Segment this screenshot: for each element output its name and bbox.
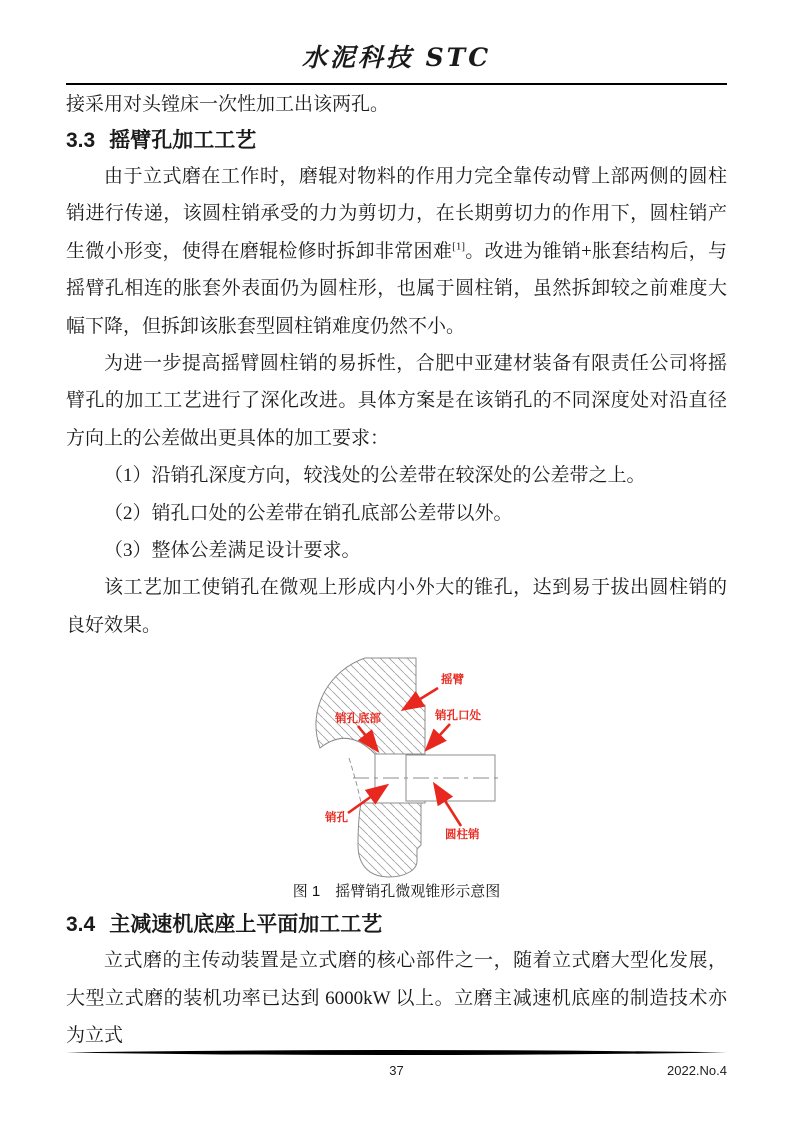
bore-silhouette-line <box>349 758 361 803</box>
footer-numbers <box>66 1063 727 1083</box>
label-hole-mouth: 销孔口处 <box>435 710 481 723</box>
page-footer <box>66 1043 727 1083</box>
technical-drawing <box>278 646 518 880</box>
intro-line: 接采用对头镗床一次性加工出该两孔。 <box>66 94 390 115</box>
paragraph: 为进一步提高摇臂圆柱销的易拆性，合肥中亚建材装备有限责任公司将摇臂孔的加工工艺进行了深化改进。具体方案是在该销孔的不同深度处对沿直径方向上的公差做出更具体的加工要求： <box>66 353 727 449</box>
header-rule <box>66 83 727 85</box>
citation-ref: [1] <box>452 240 465 253</box>
section-title: 主减速机底座上平面加工工艺 <box>109 913 383 937</box>
paragraph-text: 由于立式磨在工作时，磨辊对物料的作用力完全靠传动臂上部两侧的圆柱销进行传递，该圆柱销承受的力为剪切力，在长期剪切力的作用下，圆柱销产生微小形变，使得在磨辊检修时拆卸非常困难 <box>66 166 727 262</box>
page-number: 37 <box>389 1063 404 1078</box>
label-hole-bottom: 销孔底部 <box>335 713 381 726</box>
issue-number: 2022.No.4 <box>667 1063 727 1078</box>
section-title: 摇臂孔加工工艺 <box>109 129 257 152</box>
paragraph-text: 。改进为锥销+胀套结构后，与摇臂孔相连的胀套外表面仍为圆柱形，也属于圆柱销，虽然拆卸较之前难度大幅下降，但拆卸该胀套型圆柱销难度仍然不小。 <box>66 240 727 337</box>
section-number: 3.3 <box>66 129 96 152</box>
section-number: 3.4 <box>66 913 96 937</box>
footer-rule <box>66 1049 727 1056</box>
figure-caption: 图 1 摇臂销孔微观锥形示意图 <box>292 883 501 901</box>
paragraph: 立式磨的主传动装置是立式磨的核心部件之一，随着立式磨大型化发展，大型立式磨的装机功率已达到 6000kW 以上。立磨主减速机底座的制造技术亦为立式 <box>66 950 727 1047</box>
page-content <box>66 0 727 1055</box>
journal-title: 水泥科技 STC <box>301 43 492 72</box>
label-arm: 摇臂 <box>441 674 464 687</box>
requirement-item: （3）整体公差满足设计要求。 <box>104 540 361 562</box>
paragraph <box>66 158 727 345</box>
label-hole: 销孔 <box>325 812 348 825</box>
figure-1 <box>278 646 727 880</box>
paragraph: 该工艺加工使销孔在微观上形成内小外大的锥孔，达到易于拔出圆柱销的良好效果。 <box>66 577 727 636</box>
label-pin: 圆柱销 <box>445 829 480 842</box>
requirement-item: （2）销孔口处的公差带在销孔底部公差带以外。 <box>104 502 513 524</box>
section-heading-3-4 <box>66 909 727 940</box>
section-heading-3-3 <box>66 125 727 156</box>
swing-arm-lower-section <box>358 803 421 877</box>
requirement-item: （1）沿销孔深度方向，较浅处的公差带在较深处的公差带之上。 <box>104 465 646 487</box>
leader-arrow-hole-mouth <box>427 724 450 749</box>
